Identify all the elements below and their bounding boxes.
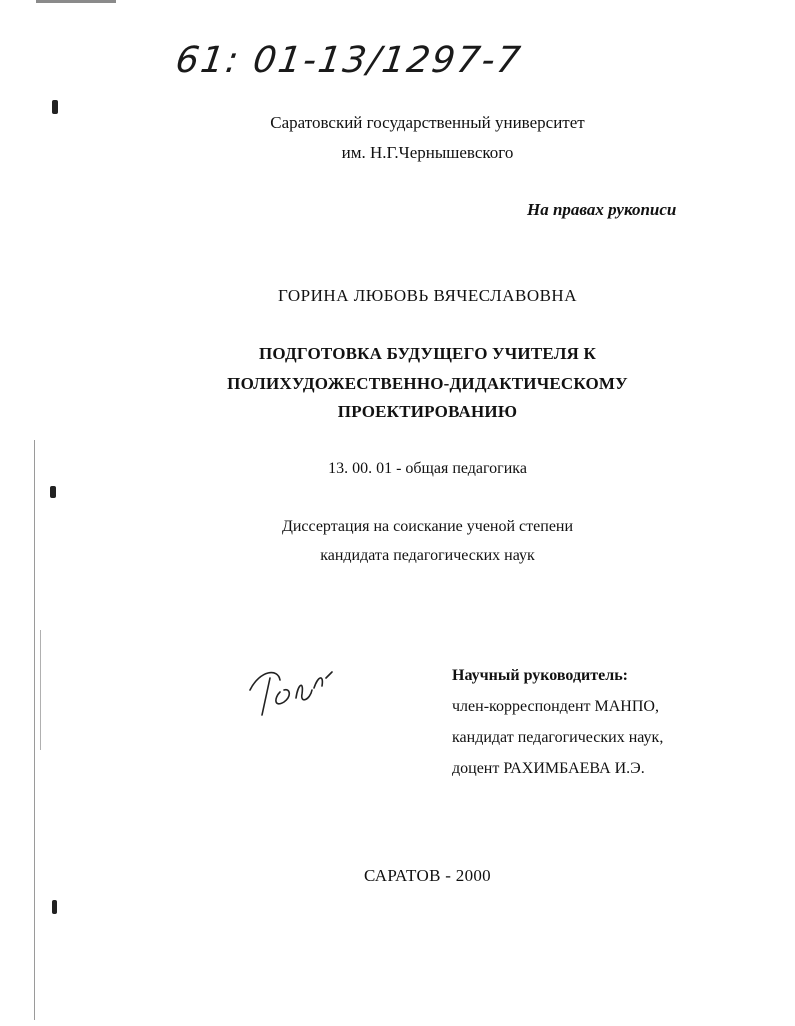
dissertation-title-line-3: ПРОЕКТИРОВАНИЮ: [337, 402, 518, 421]
signature-image: [240, 660, 340, 720]
degree-line-1: Диссертация на соискание ученой степени: [281, 518, 574, 535]
scan-mark: [52, 900, 57, 914]
advisor-line-2: кандидат педагогических наук,: [452, 729, 664, 746]
scan-edge-line: [40, 630, 41, 750]
specialty-code: 13. 00. 01 - общая педагогика: [328, 460, 527, 477]
dissertation-title-line-1: ПОДГОТОВКА БУДУЩЕГО УЧИТЕЛЯ К: [258, 344, 597, 363]
university-honorific: им. Н.Г.Чернышевского: [341, 143, 514, 162]
manuscript-rights: На правах рукописи: [527, 200, 677, 219]
scan-mark: [36, 0, 116, 3]
city-year: САРАТОВ - 2000: [364, 866, 491, 885]
advisor-heading: Научный руководитель:: [452, 667, 628, 684]
scan-mark: [50, 486, 56, 498]
archive-code-handwritten: 61: 01-13/1297-7: [173, 40, 525, 81]
dissertation-title-line-2: ПОЛИХУДОЖЕСТВЕННО-ДИДАКТИЧЕСКОМУ: [227, 374, 628, 393]
author-name: ГОРИНА ЛЮБОВЬ ВЯЧЕСЛАВОВНА: [278, 286, 577, 305]
degree-line-2: кандидата педагогических наук: [320, 547, 535, 564]
advisor-line-3: доцент РАХИМБАЕВА И.Э.: [452, 760, 645, 777]
advisor-block: [452, 660, 663, 784]
advisor-line-1: член-корреспондент МАНПО,: [452, 698, 659, 715]
university-name: Саратовский государственный университет: [270, 113, 585, 132]
